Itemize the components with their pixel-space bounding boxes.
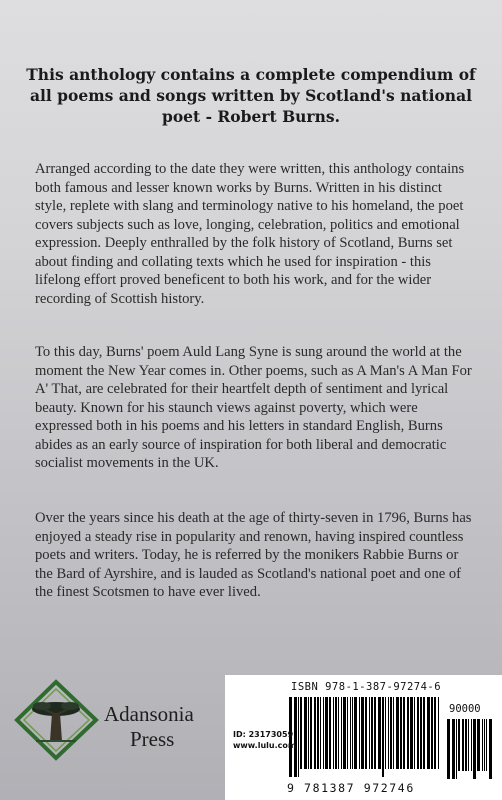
barcode-bar [431,697,433,769]
barcode-bar [447,719,450,779]
barcode-bar [382,697,384,777]
barcode-bar [371,697,373,769]
barcode-bar [388,697,389,769]
barcode-bar [423,697,425,769]
barcode-bar [400,697,402,769]
barcode-digits: 9 781387 972746 [287,781,415,795]
barcode-bar [369,697,370,769]
barcode-bar [314,697,316,769]
barcode-bar [378,697,381,769]
barcode-bar [333,697,334,769]
barcode-bar [310,697,312,769]
barcode-bar [458,719,460,771]
barcode-bar [343,697,346,769]
lulu-info [233,729,296,751]
barcode-bar [385,697,386,769]
description-paragraph-1: Arranged according to the date they were written, this anthology contains both famous and lesser known works by Burns. Written in his distinct style, replete with slang and terminology native to his homeland, the poet covers subjects such as love, longing, celebration, politics and emotional expression. Deeply enthralled by the folk history of Scotland, Burns set about finding and collating texts which he used for inspiration - this lifelong effort proved beneficent to both his work, and for the wider recording of Scottish history. [35,161,465,307]
barcode-bar [338,697,339,769]
barcode-supplement: 90000 [449,703,481,715]
barcode-bar [320,697,321,769]
barcode-bar [438,697,439,769]
barcode-bar [471,719,472,771]
barcode-bar [304,697,307,769]
isbn-barcode-box [225,675,502,800]
barcode-bar [361,697,364,769]
barcode-bar [390,697,392,769]
description-paragraph-2: To this day, Burns' poem Auld Lang Syne is sung around the world at the moment the New Year comes in. Other poems, such as A Man's A Man For A' That, are celebrated for their heartfelt depth of sentiment and lyrical beauty. Known for his staunch views against poverty, which were expressed both in his poems and his letters in standard English, Burns abides as an early source of inspiration for both liberal and democratic socialist movements in the UK. [35,344,472,471]
barcode-bar [477,719,480,771]
lulu-site: www.lulu.com [233,741,297,750]
barcode-bar [410,697,413,769]
barcode-bar [325,697,328,769]
barcode-bar [323,697,324,769]
publisher-name-line2: Press [130,727,175,751]
barcode-bar [341,697,342,769]
barcode-bar [350,697,351,769]
barcode-bar [393,697,394,769]
barcode-bar [427,697,430,769]
lulu-id: ID: 23173059 [233,730,294,739]
barcode-bar [489,719,492,779]
barcode-bar [452,719,455,779]
isbn-label: ISBN 978-1-387-97274-6 [291,681,442,693]
barcode-bar [417,697,419,769]
barcode-bar [396,697,399,769]
barcode-bar [434,697,436,769]
barcode-bar [486,719,487,771]
barcode-bar [462,719,464,771]
barcode-bar [347,697,348,769]
barcode-bar [473,719,476,779]
description-paragraph-3: Over the years since his death at the age of thirty-seven in 1796, Burns has enjoyed a steady rise in popularity and renown, having inspired countless poets and writers. Today, he is referred by the monikers Rabbie Burns or the Bard of Ayrshire, and is lauded as Scotland's national poet and one of the finest Scotsmen to have ever lived. [35,510,472,600]
publisher-name [104,702,194,752]
barcode-bar [308,697,309,769]
barcode-bar [482,719,483,771]
publisher-name-line1: Adansonia [104,702,194,726]
barcode-bar [317,697,319,769]
barcode-bar [403,697,405,769]
barcode-bar [414,697,415,769]
barcode-bar [354,697,357,769]
barcode-bar [329,697,331,769]
supplement-bars [447,719,493,783]
barcode-bar [420,697,422,769]
barcode-bar [456,719,457,779]
cover-headline: This anthology contains a complete compendium of all poems and songs written by Scotland's national poet - Robert Burns. [26,65,476,126]
barcode-bar [365,697,367,769]
barcode-bar [407,697,409,769]
barcode-bar [484,719,485,771]
barcode-bar [352,697,353,769]
baobab-tree-icon [14,679,99,761]
barcode-bar [298,697,299,777]
barcode-bars [289,697,439,777]
barcode-bar [468,719,469,771]
barcode-bar [465,719,467,771]
barcode-bar [300,697,302,769]
barcode-bar [335,697,337,769]
barcode-bar [359,697,360,769]
barcode-bar [374,697,376,769]
